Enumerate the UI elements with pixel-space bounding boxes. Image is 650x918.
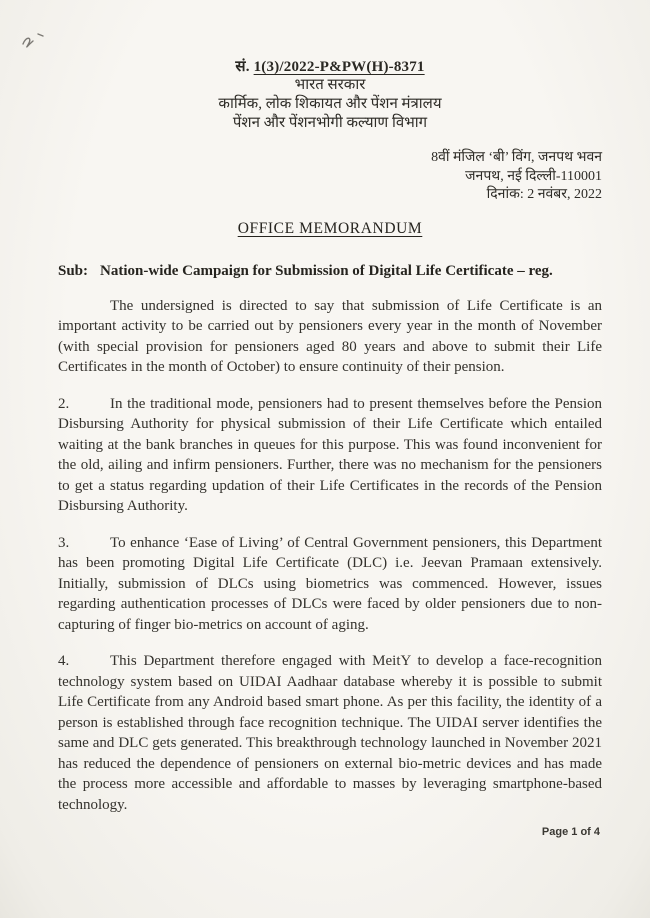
paragraph-4 xyxy=(58,651,602,815)
address-line-city: जनपथ, नई दिल्ली-110001 xyxy=(465,168,602,184)
memorandum-title: OFFICE MEMORANDUM xyxy=(237,219,423,237)
paragraph-4-text: This Department therefore engaged with MeitY to develop a face-recognition technology system based on UIDAI Aadhaar database whereby it is possible to submit Life Certificate from any Android based smart phone. As per this facility, the identity of a person is established through face recognition technique. The UIDAI server identifies the same and DLC gets generated. This breakthrough technology launched in November 2021 has reduced the dependence of pensioners on external bio-metric devices and has made the process more accessible and affordable to masses by leveraging smartphone-based technology. xyxy=(58,653,602,813)
reference-prefix: सं. xyxy=(235,59,250,75)
address-block xyxy=(58,149,602,205)
subject-label: Sub: xyxy=(58,262,89,279)
organization-block xyxy=(58,76,602,133)
subject-line xyxy=(58,263,602,280)
paragraph-3 xyxy=(58,533,602,636)
subject-text: Nation-wide Campaign for Submission of Digital Life Certificate – reg. xyxy=(100,262,553,279)
org-line-government: भारत सरकार xyxy=(294,77,366,93)
paragraph-2 xyxy=(58,394,602,517)
paragraph-2-text: In the traditional mode, pensioners had to present themselves before the Pension Disbursing Authority for physical submission of their Life Certificate which entailed waiting at the bank branches in queues for this purpose. This was found inconvenient for the old, ailing and infirm pensioners. Further, there was no mechanism for the pensioners to get a status regarding updation of their Life Certificates in the records of the Pension Disbursing Authority. xyxy=(58,395,602,514)
org-line-ministry: कार्मिक, लोक शिकायत और पेंशन मंत्रालय xyxy=(218,96,442,112)
page-number: Page 1 of 4 xyxy=(541,826,600,838)
paragraph-4-number: 4. xyxy=(58,653,70,669)
handwritten-mark xyxy=(20,28,50,57)
address-line-building: 8वीं मंजिल ‘बी’ विंग, जनपथ भवन xyxy=(431,150,602,165)
paragraph-1-text: The undersigned is directed to say that submission of Life Certificate is an important activity to be carried out by pensioners every year in the month of November (with special provision for pensioners aged 80 years and above to submit their Life Certificates in the month of October) to ensure continuity of their pension. xyxy=(58,297,602,375)
reference-file-number: 1(3)/2022-P&PW(H)-8371 xyxy=(253,59,425,75)
paragraph-2-number: 2. xyxy=(58,395,70,412)
paragraph-3-number: 3. xyxy=(58,534,70,551)
date-line: दिनांक: 2 नवंबर, 2022 xyxy=(486,187,602,202)
paragraph-1 xyxy=(58,296,602,378)
paragraph-3-text: To enhance ‘Ease of Living’ of Central Government pensioners, this Department has been promoting Digital Life Certificate (DLC) i.e. Jeevan Pramaan extensively. Initially, submission of DLCs using biometrics was commenced. However, issues regarding authentication processes of DLCs were faced by older pensioners due to non-capturing of finger bio-metrics on account of aging. xyxy=(58,534,602,633)
org-line-department: पेंशन और पेंशनभोगी कल्याण विभाग xyxy=(232,115,428,131)
reference-number xyxy=(58,56,602,76)
